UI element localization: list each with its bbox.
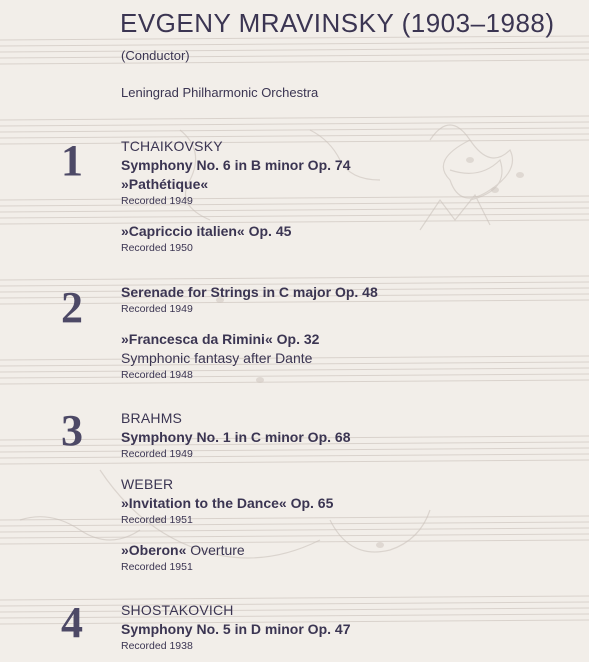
recording-year: Recorded 1949: [121, 195, 193, 207]
work-title: Symphony No. 6 in B minor Op. 74: [121, 157, 351, 173]
disc-number-1: 1: [61, 136, 83, 185]
work-title: Serenade for Strings in C major Op. 48: [121, 284, 378, 300]
work-title: [121, 542, 245, 558]
recording-year: Recorded 1949: [121, 303, 193, 315]
work-title: »Invitation to the Dance« Op. 65: [121, 495, 334, 511]
work-title: »Capriccio italien« Op. 45: [121, 223, 292, 239]
composer-name: BRAHMS: [121, 410, 183, 426]
work-title-suffix: Overture: [186, 542, 245, 558]
disc-number-4: 4: [61, 598, 83, 647]
work-title: Symphony No. 1 in C minor Op. 68: [121, 429, 351, 445]
orchestra-name: Leningrad Philharmonic Orchestra: [121, 85, 319, 100]
page-title: EVGENY MRAVINSKY (1903–1988): [120, 8, 555, 38]
work-title: »Francesca da Rimini« Op. 32: [121, 331, 320, 347]
work-description: Symphonic fantasy after Dante: [121, 350, 313, 366]
composer-name: SHOSTAKOVICH: [121, 602, 234, 618]
recording-year: Recorded 1949: [121, 448, 193, 460]
conductor-role: (Conductor): [121, 48, 190, 63]
work-title-main: »Oberon«: [121, 542, 187, 558]
recording-year: Recorded 1948: [121, 369, 193, 381]
work-subtitle: »Pathétique«: [121, 176, 209, 192]
disc-number-3: 3: [61, 406, 83, 455]
composer-name: WEBER: [121, 476, 174, 492]
recording-year: Recorded 1951: [121, 561, 193, 573]
composer-name: TCHAIKOVSKY: [121, 138, 223, 154]
recording-year: Recorded 1938: [121, 640, 193, 652]
recording-year: Recorded 1950: [121, 242, 193, 254]
disc-number-2: 2: [61, 283, 83, 332]
recording-year: Recorded 1951: [121, 514, 193, 526]
work-title: Symphony No. 5 in D minor Op. 47: [121, 621, 351, 637]
